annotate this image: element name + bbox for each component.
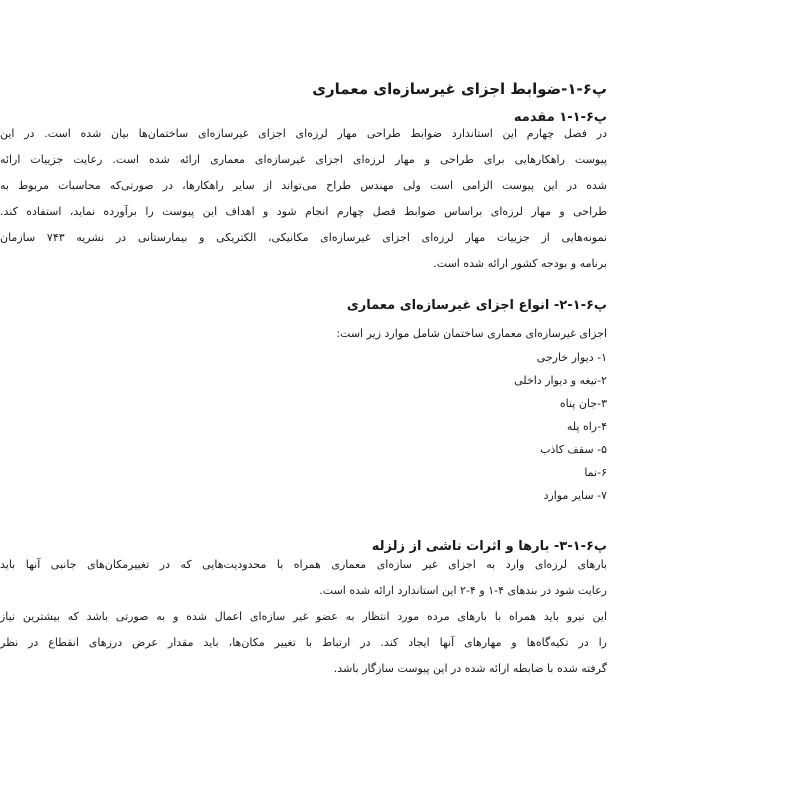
section-heading-seismic-loads: پ۶-۱-۳- بارها و اثرات ناشی از زلزله <box>371 539 607 554</box>
list-item: ۶-نما <box>584 466 607 479</box>
paragraph-line: را در تکیه‌گاه‌ها و مهارهای آنها ایجاد کند. در ارتباط با تغییر مکان‌ها، باید مقدار عرض درزهای انقطاع در نظر <box>0 636 607 649</box>
section-paragraph-seismic-loads-1 <box>0 552 607 604</box>
list-item: ۲-تیغه و دیوار داخلی <box>514 374 607 387</box>
list-item: ۱- دیوار خارجی <box>536 351 607 364</box>
paragraph-line: در فصل چهارم این استاندارد ضوابط طراحی مهار لرزه‌ای اجزای غیرسازه‌ای ساختمان‌ها بیان شده است. در این <box>0 127 607 140</box>
section-heading-introduction: پ۶-۱-۱ مقدمه <box>513 110 607 125</box>
paragraph-line: این نیرو باید همراه با بارهای مرده مورد انتظار به عضو غیر سازه‌ای اعمال شده و به صورتی باشد که بیشترین نیاز <box>0 610 607 623</box>
section-paragraph-seismic-loads-2 <box>0 604 607 682</box>
paragraph-line: رعایت شود در بندهای ۴-۱ و ۴-۲ این استاندارد ارائه شده است. <box>319 584 607 597</box>
section-paragraph-introduction <box>0 121 607 277</box>
paragraph-line: نمونه‌هایی از جزییات مهار لرزه‌ای اجزای غیرسازه‌ای مکانیکی، الکتریکی و بیمارستانی در نشریه ۷۴۳ سازمان <box>0 231 607 244</box>
paragraph-line: گرفته شده با ضابطه ارائه شده در این پیوست سازگار باشد. <box>333 662 607 675</box>
paragraph-line: پیوست راهکارهایی برای طراحی و مهار لرزه‌ای اجزای غیرسازه‌ای معماری ارائه شده است. رعایت جزییات ارائه <box>0 153 607 166</box>
paragraph-line: طراحی و مهار لرزه‌ای براساس ضوابط فصل چهارم انجام شود و اهداف این پیوست را برآورده نماید، استفاده کند. <box>0 205 607 218</box>
list-item: ۷- سایر موارد <box>543 489 607 502</box>
paragraph-line: بارهای لرزه‌ای وارد به اجزای غیر سازه‌ای معماری همراه با محدودیت‌هایی که در تغییرمکان‌های جانبی آنها باید <box>0 558 607 571</box>
paragraph-line: برنامه و بودجه کشور ارائه شده است. <box>433 257 607 270</box>
list-item: ۵- سقف کاذب <box>540 443 607 456</box>
list-item: ۴-راه پله <box>566 420 607 433</box>
list-item: ۳-جان پناه <box>559 397 607 410</box>
document-title: پ۶-۱-ضوابط اجزای غیرسازه‌ای معماری <box>312 80 607 98</box>
section-heading-component-types: پ۶-۱-۲- انواع اجزای غیرسازه‌ای معماری <box>346 298 607 313</box>
section-intro-text: اجزای غیرسازه‌ای معماری ساختمان شامل موارد زیر است: <box>336 327 607 340</box>
paragraph-line: شده در این پیوست الزامی است ولی مهندس طراح می‌تواند از سایر راهکارها، در صورتی‌که محاسبات مربوط به <box>0 179 607 192</box>
